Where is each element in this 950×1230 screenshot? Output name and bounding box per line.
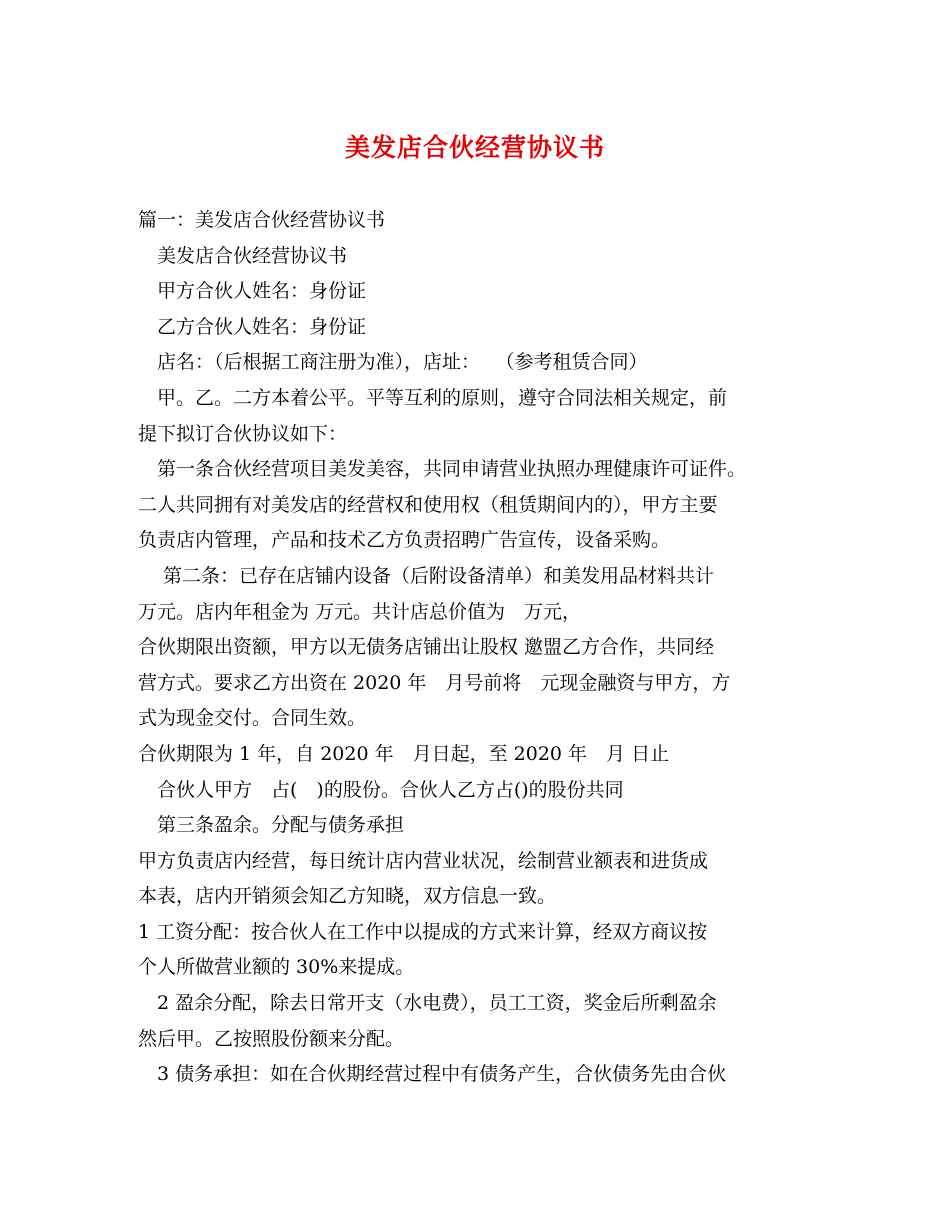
text-line: 然后甲。乙按照股份额来分配。 bbox=[138, 1027, 405, 1050]
text-line: 美发店合伙经营协议书 bbox=[138, 244, 348, 267]
text-line: 负责店内管理，产品和技术乙方负责招聘广告宣传，设备采购。 bbox=[138, 529, 671, 552]
document-title: 美发店合伙经营协议书 bbox=[344, 133, 605, 162]
text-line: 合伙期限为 1 年，自 2020 年 月日起，至 2020 年 月 日止 bbox=[138, 742, 670, 765]
text-line: 甲方合伙人姓名：身份证 bbox=[138, 280, 367, 303]
text-line: 合伙人甲方 占( )的股份。合伙人乙方占()的股份共同 bbox=[138, 778, 624, 801]
text-line: 篇一：美发店合伙经营协议书 bbox=[138, 209, 386, 231]
text-line: 合伙期限出资额，甲方以无债务店铺出让股权 邀盟乙方合作，共同经 bbox=[138, 636, 715, 659]
text-line: 3 债务承担：如在合伙期经营过程中有债务产生，合伙债务先由合伙 bbox=[138, 1063, 727, 1086]
text-line: 万元。店内年租金为 万元。共计店总价值为 万元， bbox=[138, 600, 582, 623]
text-line: 甲方负责店内经营，每日统计店内营业状况，绘制营业额表和进货成 bbox=[138, 849, 709, 872]
text-line: 乙方合伙人姓名：身份证 bbox=[138, 315, 367, 338]
text-line: 第二条：已存在店铺内设备（后附设备清单）和美发用品材料共计 bbox=[138, 564, 715, 587]
text-line: 第三条盈余。分配与债务承担 bbox=[138, 814, 405, 837]
text-line: 1 工资分配：按合伙人在工作中以提成的方式来计算，经双方商议按 bbox=[138, 920, 708, 943]
text-line: 个人所做营业额的 30%来提成。 bbox=[138, 956, 415, 979]
text-line: 店名：（后根据工商注册为准），店址： （参考租赁合同） bbox=[138, 351, 648, 374]
document-body bbox=[138, 203, 828, 1093]
text-line: 2 盈余分配，除去日常开支（水电费），员工工资，奖金后所剩盈余 bbox=[138, 992, 717, 1015]
text-line: 甲。乙。二方本着公平。平等互利的原则，遵守合同法相关规定，前 bbox=[138, 386, 728, 409]
text-line: 第一条合伙经营项目美发美容，共同申请营业执照办理健康许可证件。 bbox=[138, 458, 747, 481]
text-line: 本表，店内开销须会知乙方知晓，双方信息一致。 bbox=[138, 885, 557, 908]
text-line: 提下拟订合伙协议如下： bbox=[138, 422, 348, 445]
text-line: 二人共同拥有对美发店的经营权和使用权（租赁期间内的），甲方主要 bbox=[138, 493, 718, 516]
text-line: 式为现金交付。合同生效。 bbox=[138, 707, 367, 730]
text-line: 营方式。要求乙方出资在 2020 年 月号前将 元现金融资与甲方，方 bbox=[138, 671, 731, 694]
